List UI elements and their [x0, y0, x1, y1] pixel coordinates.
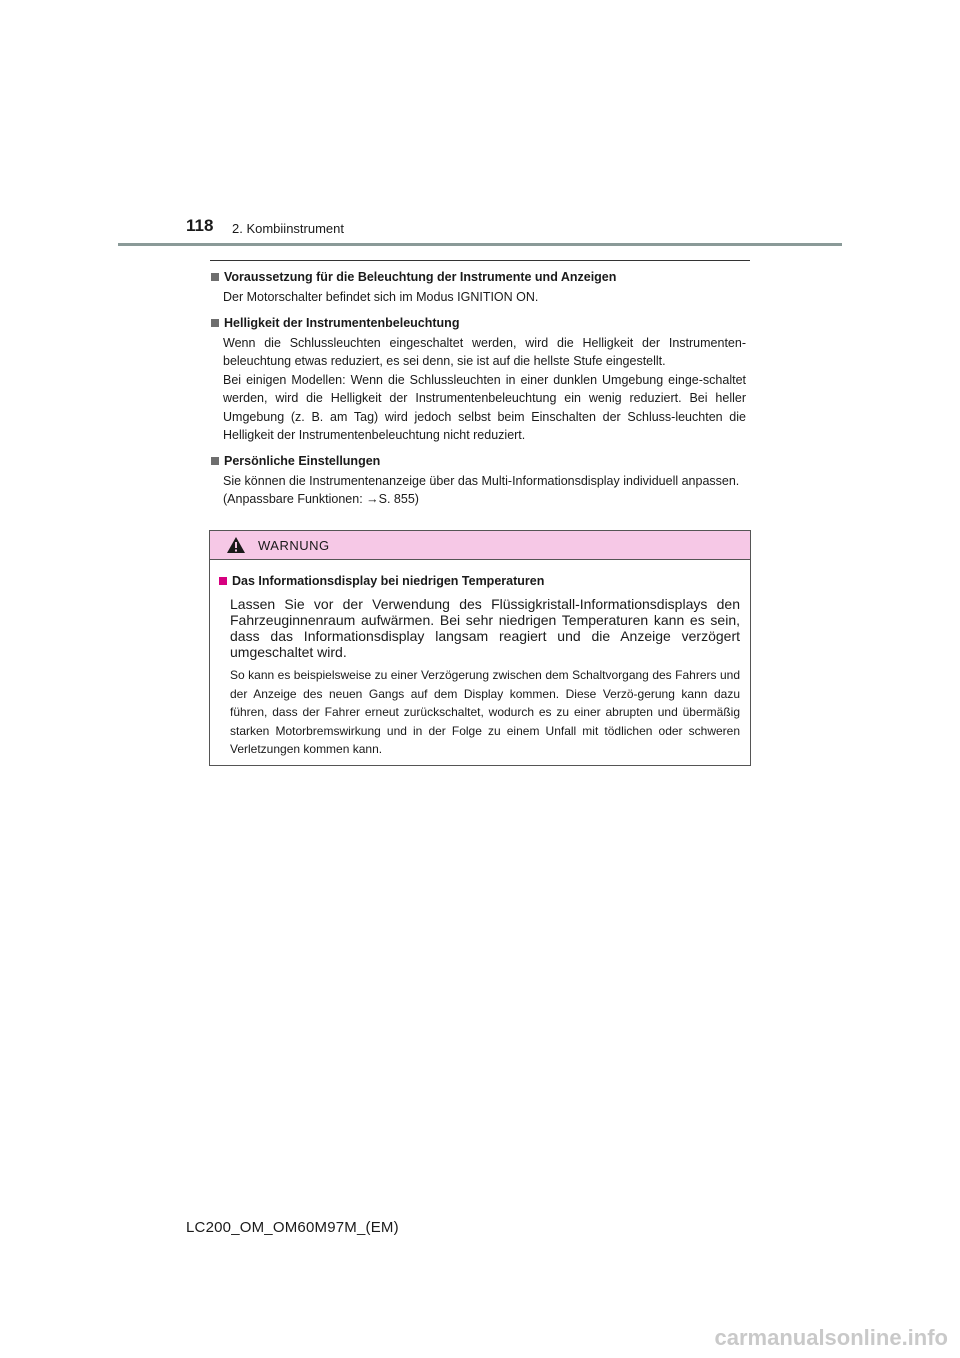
warning-heading-text: Das Informationsdisplay bei niedrigen Temperaturen [232, 574, 545, 588]
item-paragraph-page-reference: (Anpassbare Funktionen: →S. 855) [223, 492, 419, 506]
item-paragraph: Der Motorschalter befindet sich im Modus IGNITION ON. [223, 290, 539, 304]
warning-triangle-icon [226, 536, 246, 554]
square-bullet-icon [211, 273, 219, 281]
chapter-title: 2. Kombiinstrument [232, 221, 344, 236]
item-heading [210, 452, 746, 470]
item-heading-text: Helligkeit der Instrumentenbeleuchtung [224, 315, 460, 330]
square-bullet-icon [211, 457, 219, 465]
item-paragraph: Wenn die Schlussleuchten eingeschaltet werden, wird die Helligkeit der Instrumenten-beleuchtung etwas reduziert, es sei denn, sie ist auf die hellste Stufe eingestellt. [223, 335, 746, 368]
content-area [210, 268, 746, 516]
square-bullet-icon [219, 577, 227, 585]
warning-heading [218, 572, 740, 590]
watermark: carmanualsonline.info [714, 1325, 948, 1350]
item-paragraph: Bei einigen Modellen: Wenn die Schlussleuchten in einer dunklen Umgebung einge-schaltet werden, wird die Helligkeit der Instrumentenbeleuchtung ein wenig reduziert. Bei heller Umgebung (z. B. am Tag) wird jedoch selbst beim Einschalten der Schluss-leuchten die Helligkeit der Instrumentenbeleuchtung nicht reduziert. [223, 372, 746, 442]
warning-content [210, 560, 750, 759]
header-rule [118, 243, 842, 246]
item-body [210, 334, 746, 445]
item-heading [210, 268, 746, 286]
item-heading-text: Persönliche Einstellungen [224, 453, 381, 468]
section-rule [210, 260, 750, 261]
info-item-lighting-condition [210, 268, 746, 307]
footer-code: LC200_OM_OM60M97M_(EM) [186, 1219, 399, 1236]
info-item-personal-settings [210, 452, 746, 509]
warning-text-large: Lassen Sie vor der Verwendung des Flüssigkristall-Informationsdisplays den Fahrzeuginnenraum aufwärmen. Bei sehr niedrigen Temperaturen kann es sein, dass das Informationsdisplay langsam reagiert und die Anzeige verzögert umgeschaltet wird. [230, 596, 740, 660]
item-heading-text: Voraussetzung für die Beleuchtung der Instrumente und Anzeigen [224, 270, 617, 284]
square-bullet-icon [211, 319, 219, 327]
info-item-brightness [210, 314, 746, 445]
warning-box [209, 530, 751, 766]
item-heading [210, 314, 746, 332]
warning-label: WARNUNG [258, 537, 330, 553]
item-body [210, 472, 746, 509]
warning-header [210, 531, 750, 560]
item-body [210, 288, 746, 307]
warning-text-small: So kann es beispielsweise zu einer Verzögerung zwischen dem Schaltvorgang des Fahrers und der Anzeige des neuen Gangs auf dem Display kommen. Diese Verzö-gerung kann dazu führen, dass der Fahrer erneut zurückschaltet, wodurch es zu einer abrupten und übermäßig starken Motorbremswirkung und in der Folge zu einem Unfall mit tödlichen oder schweren Verletzungen kommen kann. [230, 668, 740, 756]
page-number: 118 [186, 216, 214, 235]
item-paragraph: Sie können die Instrumentenanzeige über das Multi-Informationsdisplay individuell anpassen. [223, 473, 740, 488]
